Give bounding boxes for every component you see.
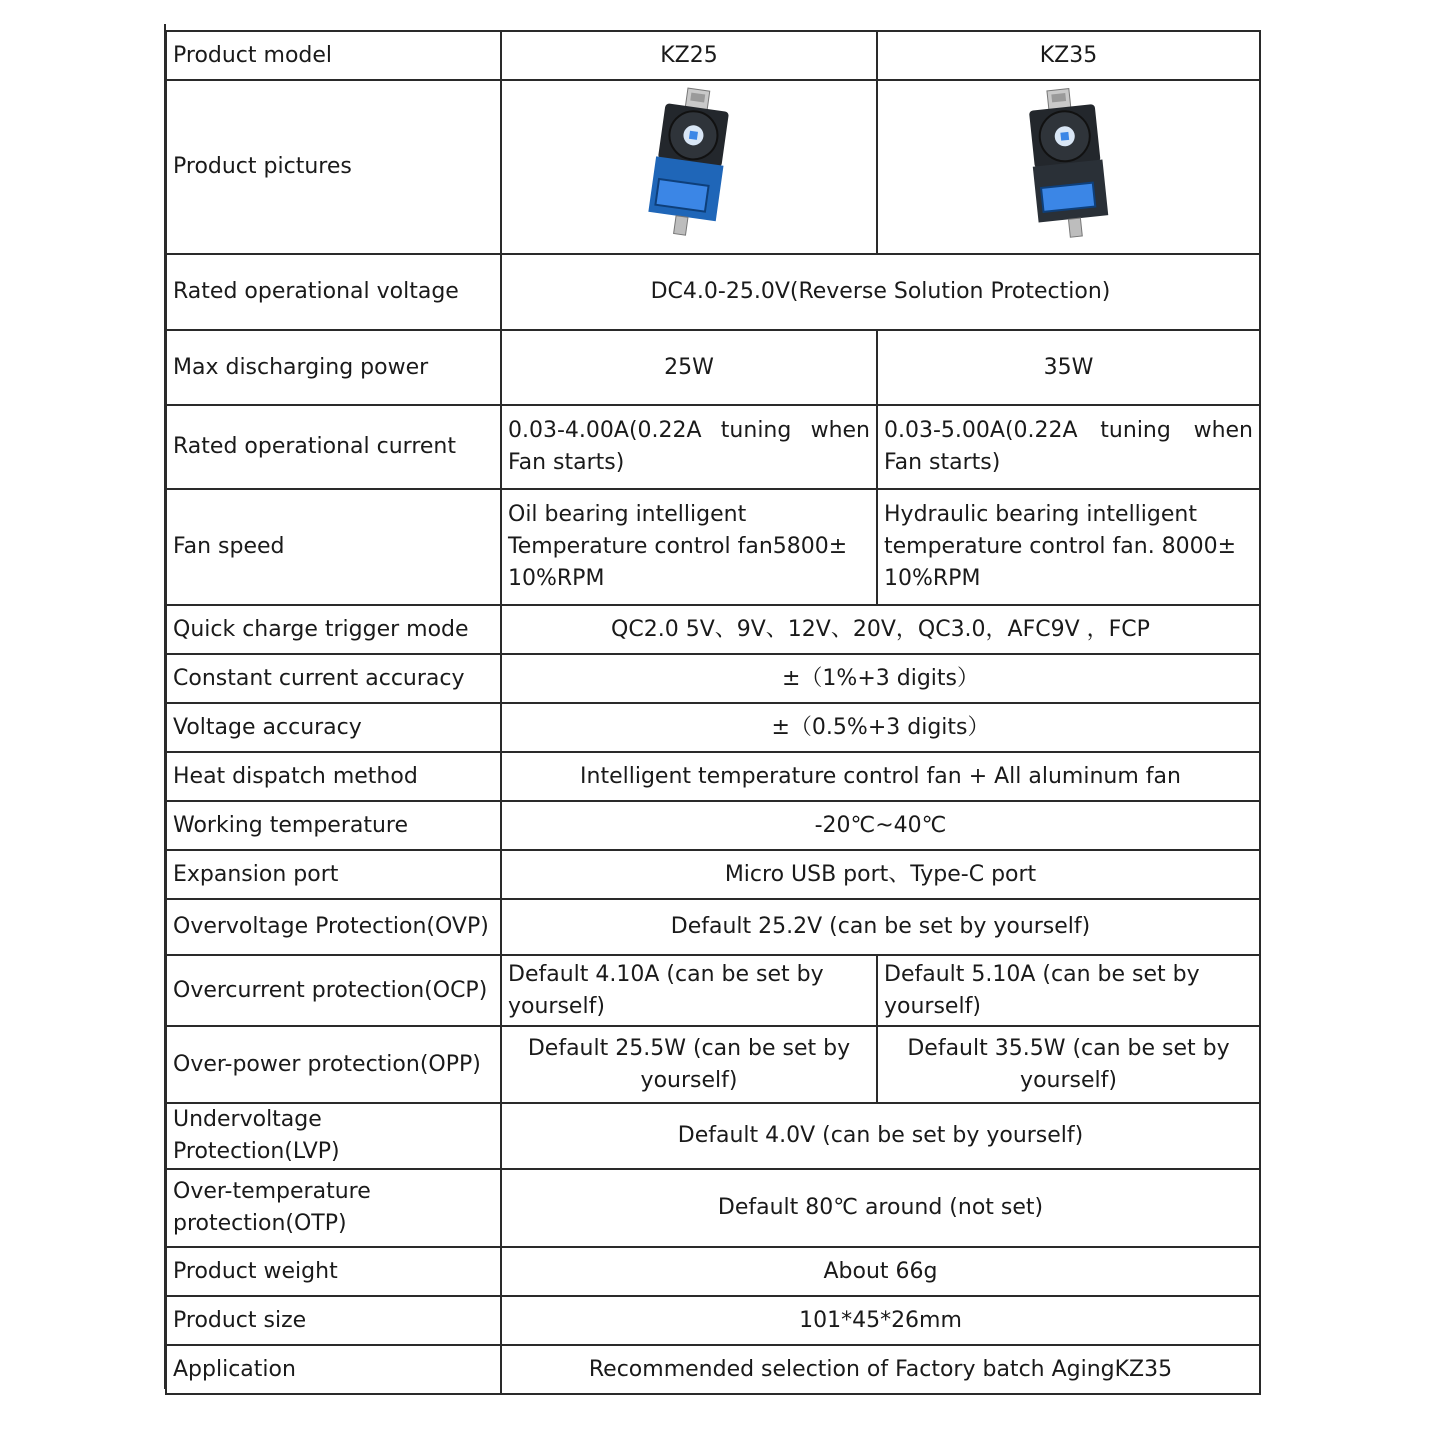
row-value: Intelligent temperature control fan + All aluminum fan xyxy=(501,752,1260,801)
row-value: Default 4.0V (can be set by yourself) xyxy=(501,1103,1260,1169)
value-kz35: Default 35.5W (can be set by yourself) xyxy=(877,1026,1260,1103)
value-kz25: 0.03-4.00A(0.22A tuning when Fan starts) xyxy=(501,405,877,489)
row-value: -20℃~40℃ xyxy=(501,801,1260,850)
table-row xyxy=(166,31,1260,80)
table-row xyxy=(166,605,1260,654)
spec-table xyxy=(165,30,1261,1395)
table-row xyxy=(166,1026,1260,1103)
table-row xyxy=(166,489,1260,605)
table-row xyxy=(166,1247,1260,1296)
row-label: Working temperature xyxy=(166,801,501,850)
product-picture-kz25 xyxy=(501,80,877,254)
row-value: Recommended selection of Factory batch AgingKZ35 xyxy=(501,1345,1260,1394)
table-row xyxy=(166,330,1260,405)
row-label: Over-power protection(OPP) xyxy=(166,1026,501,1103)
value-kz25: Oil bearing intelligent Temperature control fan5800± 10%RPM xyxy=(501,489,877,605)
row-label: Max discharging power xyxy=(166,330,501,405)
row-label: Product model xyxy=(166,31,501,80)
row-value: Default 80℃ around (not set) xyxy=(501,1169,1260,1247)
value-kz25: Default 25.5W (can be set by yourself) xyxy=(501,1026,877,1103)
row-label: Quick charge trigger mode xyxy=(166,605,501,654)
row-label: Constant current accuracy xyxy=(166,654,501,703)
row-label: Overcurrent protection(OCP) xyxy=(166,955,501,1026)
value-kz25: Default 4.10A (can be set by yourself) xyxy=(501,955,877,1026)
row-label: Overvoltage Protection(OVP) xyxy=(166,899,501,955)
table-row xyxy=(166,899,1260,955)
row-label: Rated operational voltage xyxy=(166,254,501,330)
row-label: Product pictures xyxy=(166,80,501,254)
table-row xyxy=(166,1103,1260,1169)
row-value: ±（1%+3 digits） xyxy=(501,654,1260,703)
row-label: Rated operational current xyxy=(166,405,501,489)
table-row xyxy=(166,654,1260,703)
row-value: Default 25.2V (can be set by yourself) xyxy=(501,899,1260,955)
table-row xyxy=(166,1296,1260,1345)
row-value: About 66g xyxy=(501,1247,1260,1296)
row-label: Application xyxy=(166,1345,501,1394)
row-label: Expansion port xyxy=(166,850,501,899)
row-label: Heat dispatch method xyxy=(166,752,501,801)
model-kz25: KZ25 xyxy=(501,31,877,80)
table-row xyxy=(166,254,1260,330)
table-row xyxy=(166,801,1260,850)
row-label: Voltage accuracy xyxy=(166,703,501,752)
value-kz25: 25W xyxy=(501,330,877,405)
model-kz35: KZ35 xyxy=(877,31,1260,80)
row-value: Micro USB port、Type-C port xyxy=(501,850,1260,899)
table-row xyxy=(166,80,1260,254)
product-picture-kz35 xyxy=(877,80,1260,254)
row-label: Undervoltage Protection(LVP) xyxy=(166,1103,501,1169)
table-row xyxy=(166,752,1260,801)
table-row xyxy=(166,703,1260,752)
row-label: Over-temperature protection(OTP) xyxy=(166,1169,501,1247)
row-label: Product weight xyxy=(166,1247,501,1296)
kz25-device-image xyxy=(639,87,739,247)
row-value: 101*45*26mm xyxy=(501,1296,1260,1345)
table-row xyxy=(166,405,1260,489)
value-kz35: 35W xyxy=(877,330,1260,405)
table-row xyxy=(166,1345,1260,1394)
row-value: ±（0.5%+3 digits） xyxy=(501,703,1260,752)
table-row xyxy=(166,955,1260,1026)
value-kz35: 0.03-5.00A(0.22A tuning when Fan starts) xyxy=(877,405,1260,489)
table-row xyxy=(166,1169,1260,1247)
table-row xyxy=(166,850,1260,899)
row-label: Fan speed xyxy=(166,489,501,605)
row-value: DC4.0-25.0V(Reverse Solution Protection) xyxy=(501,254,1260,330)
row-label: Product size xyxy=(166,1296,501,1345)
row-value: QC2.0 5V、9V、12V、20V，QC3.0，AFC9V ，FCP xyxy=(501,605,1260,654)
value-kz35: Default 5.10A (can be set by yourself) xyxy=(877,955,1260,1026)
value-kz35: Hydraulic bearing intelligent temperature control fan. 8000± 10%RPM xyxy=(877,489,1260,605)
kz35-device-image xyxy=(1019,87,1119,247)
